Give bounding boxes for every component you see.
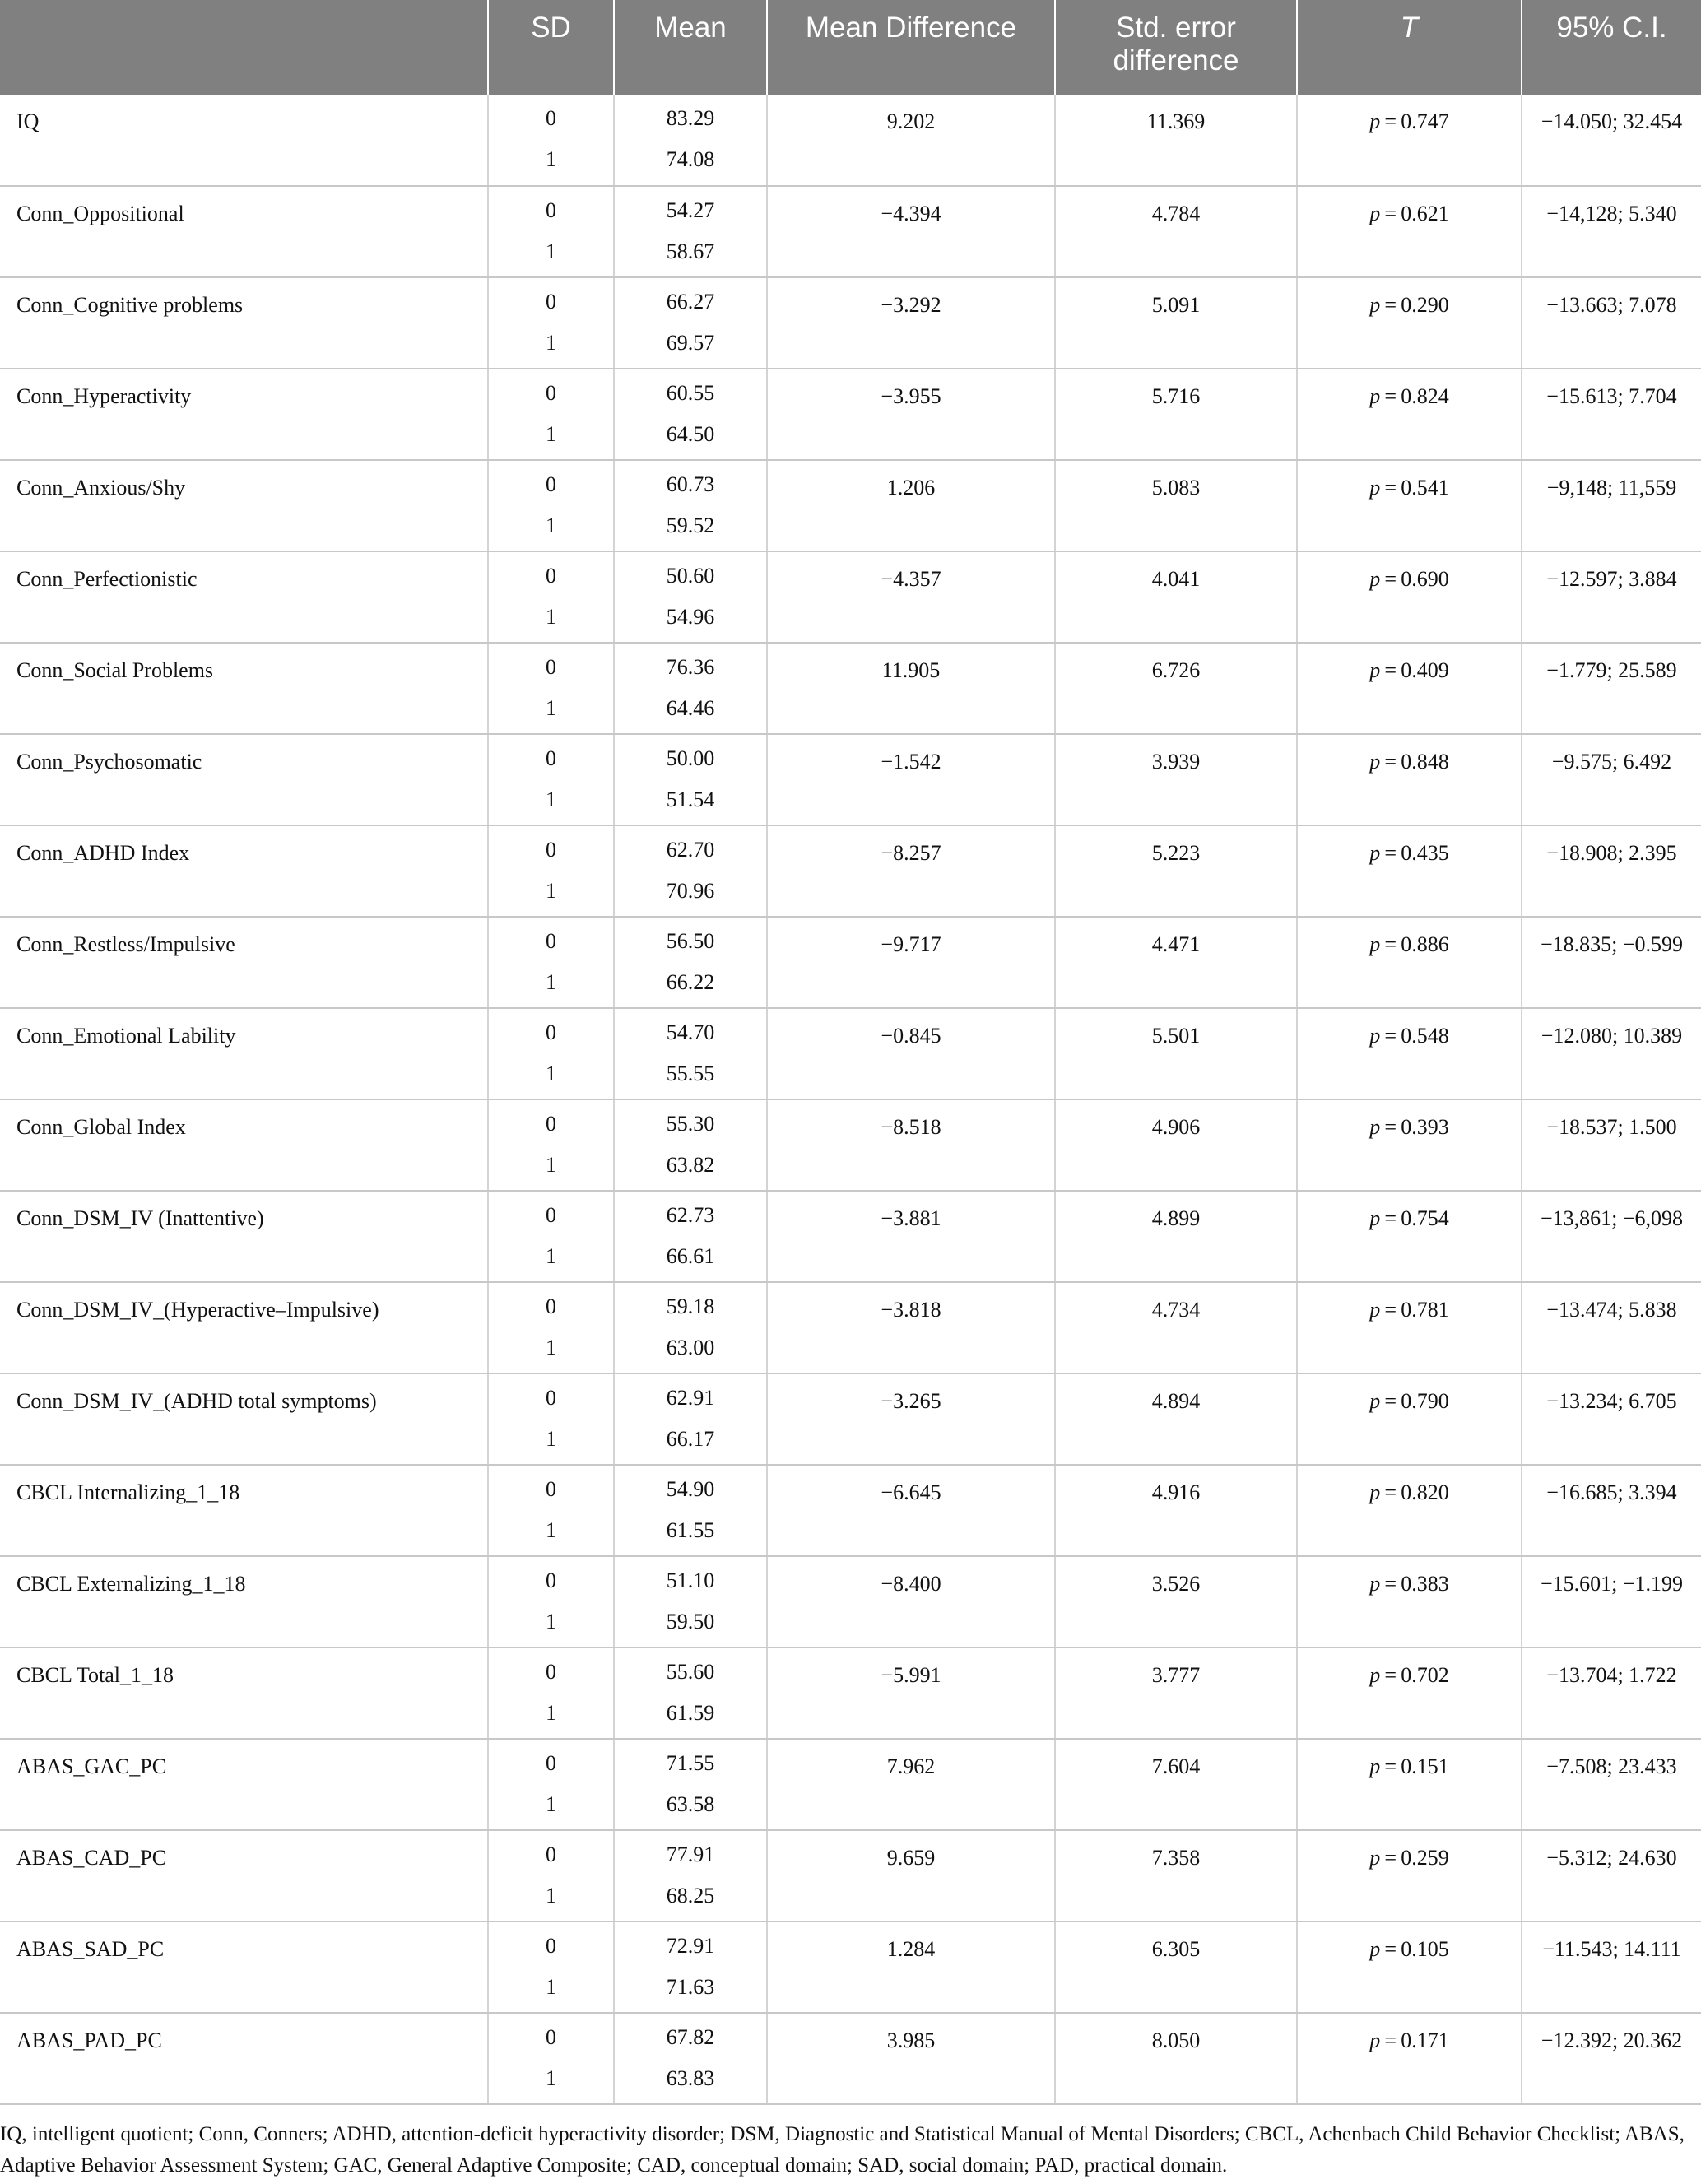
std-error-cell: 7.358 (1055, 1830, 1297, 1921)
sd-value: 0 (546, 1751, 556, 1775)
table-row (0, 277, 1701, 369)
mean-cell (614, 1921, 767, 2013)
p-value: p = 0.820 (1369, 1480, 1449, 1504)
p-value: p = 0.383 (1369, 1572, 1449, 1596)
std-error-cell: 5.716 (1055, 369, 1297, 460)
mean-difference-cell: 1.284 (767, 1921, 1055, 2013)
sd-cell (488, 2013, 614, 2104)
header-ci: 95% C.I. (1522, 0, 1701, 95)
table-row (0, 1465, 1701, 1556)
p-value-cell (1297, 1556, 1522, 1647)
mean-value: 63.00 (666, 1336, 715, 1359)
ci-cell: −13.663; 7.078 (1522, 277, 1701, 369)
mean-value: 58.67 (666, 239, 715, 263)
ci-cell: −12.392; 20.362 (1522, 2013, 1701, 2104)
mean-cell (614, 1739, 767, 1830)
mean-value: 54.70 (666, 1020, 715, 1044)
mean-cell (614, 734, 767, 825)
mean-cell (614, 825, 767, 917)
mean-cell (614, 1830, 767, 1921)
mean-cell (614, 95, 767, 186)
mean-value: 51.54 (666, 788, 715, 811)
mean-value: 59.50 (666, 1610, 715, 1633)
row-label: CBCL Internalizing_1_18 (0, 1465, 488, 1556)
sd-cell (488, 1465, 614, 1556)
row-label: Conn_Perfectionistic (0, 551, 488, 643)
mean-difference-cell: 9.659 (767, 1830, 1055, 1921)
sd-value: 1 (546, 879, 556, 903)
table-row (0, 1099, 1701, 1191)
std-error-cell: 4.784 (1055, 186, 1297, 277)
mean-value: 62.70 (666, 838, 715, 862)
row-label: Conn_Emotional Lability (0, 1008, 488, 1099)
ci-cell: −9.575; 6.492 (1522, 734, 1701, 825)
sd-value: 0 (546, 1386, 556, 1410)
mean-value: 66.22 (666, 970, 715, 994)
std-error-cell: 4.899 (1055, 1191, 1297, 1282)
p-value: p = 0.781 (1369, 1298, 1449, 1322)
mean-value: 56.50 (666, 929, 715, 953)
sd-value: 1 (546, 1153, 556, 1177)
sd-value: 1 (546, 788, 556, 811)
sd-value: 1 (546, 1062, 556, 1085)
mean-value: 61.59 (666, 1701, 715, 1725)
ci-cell: −13.704; 1.722 (1522, 1647, 1701, 1739)
row-label: Conn_Cognitive problems (0, 277, 488, 369)
mean-difference-cell: −0.845 (767, 1008, 1055, 1099)
table-header (0, 0, 1701, 95)
p-value: p = 0.259 (1369, 1846, 1449, 1870)
mean-value: 55.30 (666, 1112, 715, 1136)
p-value-cell (1297, 551, 1522, 643)
table-row (0, 1739, 1701, 1830)
p-value: p = 0.435 (1369, 841, 1449, 865)
sd-value: 0 (546, 838, 556, 862)
mean-value: 60.55 (666, 381, 715, 405)
sd-value: 0 (546, 1294, 556, 1318)
row-label: CBCL Total_1_18 (0, 1647, 488, 1739)
p-value-cell (1297, 2013, 1522, 2104)
row-label: Conn_Social Problems (0, 643, 488, 734)
mean-value: 55.55 (666, 1062, 715, 1085)
sd-value: 1 (546, 1792, 556, 1816)
sd-value: 1 (546, 2066, 556, 2090)
row-label: ABAS_SAD_PC (0, 1921, 488, 2013)
mean-value: 64.46 (666, 696, 715, 720)
header-variable (0, 0, 488, 95)
p-value: p = 0.151 (1369, 1754, 1449, 1778)
mean-cell (614, 460, 767, 551)
std-error-cell: 6.305 (1055, 1921, 1297, 2013)
mean-value: 62.73 (666, 1203, 715, 1227)
mean-value: 71.63 (666, 1975, 715, 1999)
mean-difference-cell: −9.717 (767, 917, 1055, 1008)
mean-cell (614, 1556, 767, 1647)
std-error-cell: 3.939 (1055, 734, 1297, 825)
ci-cell: −12.597; 3.884 (1522, 551, 1701, 643)
mean-value: 55.60 (666, 1660, 715, 1684)
sd-value: 1 (546, 1610, 556, 1633)
p-value: p = 0.105 (1369, 1937, 1449, 1961)
p-value: p = 0.886 (1369, 932, 1449, 956)
sd-value: 0 (546, 1203, 556, 1227)
mean-cell (614, 1282, 767, 1373)
p-value: p = 0.290 (1369, 293, 1449, 317)
p-value-cell (1297, 1008, 1522, 1099)
mean-difference-cell: −3.955 (767, 369, 1055, 460)
std-error-cell: 5.091 (1055, 277, 1297, 369)
mean-value: 51.10 (666, 1568, 715, 1592)
table-row (0, 369, 1701, 460)
sd-cell (488, 551, 614, 643)
p-value: p = 0.409 (1369, 658, 1449, 682)
mean-difference-cell: 7.962 (767, 1739, 1055, 1830)
row-label: IQ (0, 95, 488, 186)
table-row (0, 1921, 1701, 2013)
mean-value: 68.25 (666, 1884, 715, 1908)
p-value-cell (1297, 186, 1522, 277)
sd-value: 0 (546, 1842, 556, 1866)
ci-cell: −18.537; 1.500 (1522, 1099, 1701, 1191)
table-footnote: IQ, intelligent quotient; Conn, Conners; ADHD, attention-deficit hyperactivity disorder; DSM, Diagnostic and Statistical Manual of Mental Disorders; CBCL, Achenbach Child Behavior Checklist; ABAS, Adaptive Behavior Assessment System; GAC, General Adaptive Composite; CAD, conceptual domain; SAD, social domain; PAD, practical domain. (0, 2123, 1685, 2177)
table-body (0, 95, 1701, 2104)
mean-value: 77.91 (666, 1842, 715, 1866)
p-value-cell (1297, 643, 1522, 734)
std-error-cell: 6.726 (1055, 643, 1297, 734)
mean-difference-cell: −8.518 (767, 1099, 1055, 1191)
ci-cell: −12.080; 10.389 (1522, 1008, 1701, 1099)
p-value: p = 0.548 (1369, 1024, 1449, 1048)
mean-difference-cell: −8.400 (767, 1556, 1055, 1647)
p-value-cell (1297, 1830, 1522, 1921)
sd-value: 1 (546, 1518, 556, 1542)
sd-cell (488, 1282, 614, 1373)
sd-value: 0 (546, 106, 556, 130)
mean-difference-cell: −3.818 (767, 1282, 1055, 1373)
std-error-cell: 4.734 (1055, 1282, 1297, 1373)
ci-cell: −13,861; −6,098 (1522, 1191, 1701, 1282)
sd-cell (488, 1921, 614, 2013)
header-mean: Mean (614, 0, 767, 95)
p-value: p = 0.824 (1369, 384, 1449, 408)
mean-value: 71.55 (666, 1751, 715, 1775)
p-value-cell (1297, 1739, 1522, 1830)
mean-cell (614, 277, 767, 369)
sd-value: 1 (546, 422, 556, 446)
mean-difference-cell: 11.905 (767, 643, 1055, 734)
row-label: Conn_Psychosomatic (0, 734, 488, 825)
mean-value: 66.27 (666, 290, 715, 314)
mean-cell (614, 551, 767, 643)
mean-value: 54.90 (666, 1477, 715, 1501)
std-error-cell: 4.894 (1055, 1373, 1297, 1465)
sd-value: 1 (546, 1336, 556, 1359)
row-label: ABAS_GAC_PC (0, 1739, 488, 1830)
p-value-cell (1297, 1647, 1522, 1739)
p-value-cell (1297, 917, 1522, 1008)
sd-cell (488, 1191, 614, 1282)
p-value-cell (1297, 277, 1522, 369)
sd-cell (488, 917, 614, 1008)
header-std-error-difference: Std. error difference (1055, 0, 1297, 95)
ci-cell: −9,148; 11,559 (1522, 460, 1701, 551)
mean-value: 67.82 (666, 2025, 715, 2049)
ci-cell: −1.779; 25.589 (1522, 643, 1701, 734)
mean-difference-cell: −8.257 (767, 825, 1055, 917)
sd-value: 0 (546, 1112, 556, 1136)
sd-cell (488, 186, 614, 277)
sd-value: 0 (546, 1568, 556, 1592)
p-value: p = 0.541 (1369, 476, 1449, 500)
mean-cell (614, 643, 767, 734)
mean-value: 60.73 (666, 472, 715, 496)
p-value-cell (1297, 1191, 1522, 1282)
sd-cell (488, 825, 614, 917)
mean-value: 66.17 (666, 1427, 715, 1451)
mean-cell (614, 1647, 767, 1739)
sd-cell (488, 277, 614, 369)
std-error-cell: 7.604 (1055, 1739, 1297, 1830)
p-value-cell (1297, 1921, 1522, 2013)
mean-value: 64.50 (666, 422, 715, 446)
mean-difference-cell: −6.645 (767, 1465, 1055, 1556)
sd-value: 1 (546, 1701, 556, 1725)
mean-difference-cell: −3.881 (767, 1191, 1055, 1282)
row-label: Conn_ADHD Index (0, 825, 488, 917)
mean-cell (614, 1465, 767, 1556)
sd-cell (488, 1556, 614, 1647)
ci-cell: −13.474; 5.838 (1522, 1282, 1701, 1373)
mean-value: 50.00 (666, 746, 715, 770)
sd-cell (488, 460, 614, 551)
p-value: p = 0.702 (1369, 1663, 1449, 1687)
sd-value: 1 (546, 1884, 556, 1908)
p-value-cell (1297, 1465, 1522, 1556)
p-value-cell (1297, 460, 1522, 551)
mean-value: 63.83 (666, 2066, 715, 2090)
std-error-cell: 5.501 (1055, 1008, 1297, 1099)
sd-value: 0 (546, 1934, 556, 1958)
sd-value: 0 (546, 1477, 556, 1501)
mean-value: 63.82 (666, 1153, 715, 1177)
sd-value: 1 (546, 513, 556, 537)
mean-value: 50.60 (666, 564, 715, 588)
p-value: p = 0.393 (1369, 1115, 1449, 1139)
std-error-cell: 3.526 (1055, 1556, 1297, 1647)
row-label: Conn_Anxious/Shy (0, 460, 488, 551)
sd-cell (488, 95, 614, 186)
sd-cell (488, 1373, 614, 1465)
std-error-cell: 4.041 (1055, 551, 1297, 643)
sd-value: 1 (546, 239, 556, 263)
std-error-cell: 4.916 (1055, 1465, 1297, 1556)
table-row (0, 1191, 1701, 1282)
mean-value: 62.91 (666, 1386, 715, 1410)
sd-value: 0 (546, 381, 556, 405)
std-error-cell: 11.369 (1055, 95, 1297, 186)
sd-value: 1 (546, 605, 556, 629)
row-label: ABAS_CAD_PC (0, 1830, 488, 1921)
row-label: Conn_DSM_IV_(Hyperactive–Impulsive) (0, 1282, 488, 1373)
ci-cell: −18.835; −0.599 (1522, 917, 1701, 1008)
table-row (0, 1008, 1701, 1099)
mean-difference-cell: 1.206 (767, 460, 1055, 551)
sd-value: 0 (546, 746, 556, 770)
mean-value: 59.18 (666, 1294, 715, 1318)
table-row (0, 95, 1701, 186)
mean-value: 59.52 (666, 513, 715, 537)
sd-value: 0 (546, 929, 556, 953)
mean-difference-cell: −4.357 (767, 551, 1055, 643)
mean-value: 61.55 (666, 1518, 715, 1542)
sd-cell (488, 1099, 614, 1191)
mean-value: 66.61 (666, 1244, 715, 1268)
table-row (0, 460, 1701, 551)
table-row (0, 551, 1701, 643)
sd-value: 1 (546, 1427, 556, 1451)
sd-value: 0 (546, 290, 556, 314)
mean-cell (614, 917, 767, 1008)
ci-cell: −7.508; 23.433 (1522, 1739, 1701, 1830)
ci-cell: −13.234; 6.705 (1522, 1373, 1701, 1465)
header-t: T (1297, 0, 1522, 95)
row-label: Conn_DSM_IV_(ADHD total symptoms) (0, 1373, 488, 1465)
sd-cell (488, 1647, 614, 1739)
ci-cell: −11.543; 14.111 (1522, 1921, 1701, 2013)
ci-cell: −15.613; 7.704 (1522, 369, 1701, 460)
table-row (0, 2013, 1701, 2104)
table-row (0, 186, 1701, 277)
p-value: p = 0.171 (1369, 2028, 1449, 2052)
row-label: Conn_Restless/Impulsive (0, 917, 488, 1008)
sd-value: 0 (546, 1020, 556, 1044)
sd-value: 1 (546, 331, 556, 355)
mean-value: 70.96 (666, 879, 715, 903)
sd-value: 1 (546, 970, 556, 994)
std-error-cell: 4.906 (1055, 1099, 1297, 1191)
p-value-cell (1297, 1282, 1522, 1373)
ci-cell: −15.601; −1.199 (1522, 1556, 1701, 1647)
sd-value: 0 (546, 564, 556, 588)
sd-cell (488, 734, 614, 825)
mean-difference-cell: −3.265 (767, 1373, 1055, 1465)
table-row (0, 825, 1701, 917)
header-sd: SD (488, 0, 614, 95)
sd-value: 1 (546, 1975, 556, 1999)
table-row (0, 734, 1701, 825)
sd-value: 1 (546, 147, 556, 171)
mean-cell (614, 1099, 767, 1191)
mean-value: 63.58 (666, 1792, 715, 1816)
ci-cell: −16.685; 3.394 (1522, 1465, 1701, 1556)
sd-value: 1 (546, 1244, 556, 1268)
std-error-cell: 5.223 (1055, 825, 1297, 917)
sd-value: 0 (546, 655, 556, 679)
table-row (0, 1830, 1701, 1921)
mean-difference-cell: 9.202 (767, 95, 1055, 186)
table-row (0, 917, 1701, 1008)
p-value: p = 0.690 (1369, 567, 1449, 591)
sd-value: 1 (546, 696, 556, 720)
mean-value: 54.27 (666, 198, 715, 222)
sd-cell (488, 1008, 614, 1099)
ci-cell: −5.312; 24.630 (1522, 1830, 1701, 1921)
ci-cell: −14.050; 32.454 (1522, 95, 1701, 186)
p-value-cell (1297, 369, 1522, 460)
p-value: p = 0.621 (1369, 202, 1449, 225)
sd-value: 0 (546, 2025, 556, 2049)
mean-difference-cell: −5.991 (767, 1647, 1055, 1739)
sd-value: 0 (546, 1660, 556, 1684)
table-row (0, 1373, 1701, 1465)
mean-cell (614, 186, 767, 277)
ci-cell: −18.908; 2.395 (1522, 825, 1701, 917)
row-label: Conn_Oppositional (0, 186, 488, 277)
std-error-cell: 3.777 (1055, 1647, 1297, 1739)
mean-difference-cell: −1.542 (767, 734, 1055, 825)
p-value: p = 0.747 (1369, 109, 1449, 133)
p-value: p = 0.848 (1369, 750, 1449, 774)
mean-value: 76.36 (666, 655, 715, 679)
mean-value: 69.57 (666, 331, 715, 355)
p-value-cell (1297, 1373, 1522, 1465)
std-error-cell: 8.050 (1055, 2013, 1297, 2104)
sd-cell (488, 643, 614, 734)
p-value-cell (1297, 95, 1522, 186)
mean-cell (614, 1008, 767, 1099)
row-label: Conn_Global Index (0, 1099, 488, 1191)
mean-cell (614, 1191, 767, 1282)
p-value-cell (1297, 734, 1522, 825)
table-row (0, 1647, 1701, 1739)
sd-cell (488, 1739, 614, 1830)
p-value-cell (1297, 825, 1522, 917)
sd-value: 0 (546, 472, 556, 496)
sd-cell (488, 1830, 614, 1921)
row-label: Conn_DSM_IV (Inattentive) (0, 1191, 488, 1282)
p-value: p = 0.790 (1369, 1389, 1449, 1413)
row-label: Conn_Hyperactivity (0, 369, 488, 460)
mean-value: 72.91 (666, 1934, 715, 1958)
mean-cell (614, 369, 767, 460)
std-error-cell: 5.083 (1055, 460, 1297, 551)
mean-difference-cell: −4.394 (767, 186, 1055, 277)
ci-cell: −14,128; 5.340 (1522, 186, 1701, 277)
mean-cell (614, 2013, 767, 2104)
sd-cell (488, 369, 614, 460)
mean-value: 83.29 (666, 106, 715, 130)
row-label: ABAS_PAD_PC (0, 2013, 488, 2104)
p-value: p = 0.754 (1369, 1206, 1449, 1230)
mean-value: 74.08 (666, 147, 715, 171)
sd-value: 0 (546, 198, 556, 222)
row-label: CBCL Externalizing_1_18 (0, 1556, 488, 1647)
header-mean-difference: Mean Difference (767, 0, 1055, 95)
mean-value: 54.96 (666, 605, 715, 629)
table-row (0, 1282, 1701, 1373)
p-value-cell (1297, 1099, 1522, 1191)
std-error-cell: 4.471 (1055, 917, 1297, 1008)
header-row (0, 0, 1701, 95)
table-row (0, 1556, 1701, 1647)
mean-difference-cell: −3.292 (767, 277, 1055, 369)
mean-difference-cell: 3.985 (767, 2013, 1055, 2104)
table-row (0, 643, 1701, 734)
mean-cell (614, 1373, 767, 1465)
